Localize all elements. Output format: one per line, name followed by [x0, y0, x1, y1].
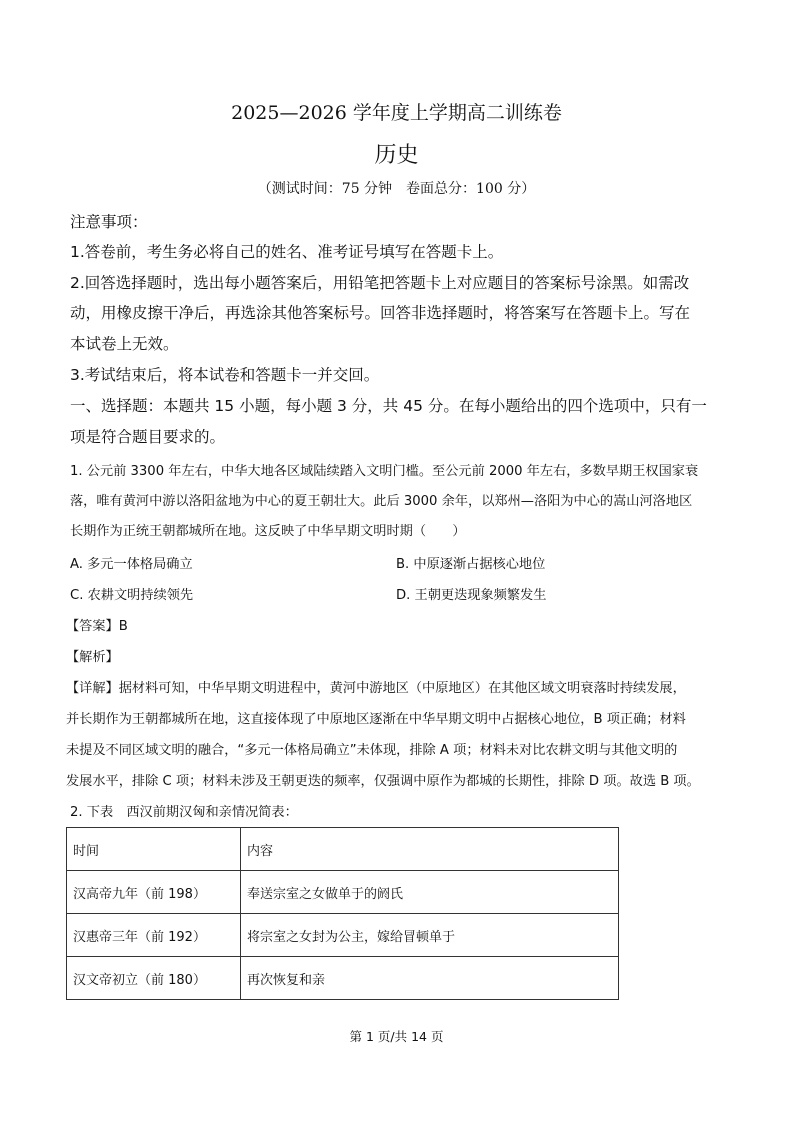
notice-item-2-line-1: 2.回答选择题时，选出每小题答案后，用铅笔把答题卡上对应题目的答案标号涂黑。如需改	[70, 274, 690, 292]
table-row	[67, 914, 619, 957]
notice-item-2-line-2: 动，用橡皮擦干净后，再选涂其他答案标号。回答非选择题时，将答案写在答题卡上。写在	[70, 304, 691, 322]
table-cell-time: 汉文帝初立（前 180）	[67, 957, 241, 1000]
q1-detail-line-3: 未提及不同区域文明的融合，“多元一体格局确立”未体现，排除 A 项；材料未对比农耕文明与其他文明的	[66, 743, 678, 758]
q2-intro: 2. 下表 西汉前期汉匈和亲情况简表：	[70, 805, 298, 820]
notice-item-3: 3.考试结束后，将本试卷和答题卡一并交回。	[70, 366, 380, 384]
section-heading-line-2: 项是符合题目要求的。	[70, 428, 226, 446]
notice-item-1: 1.答卷前，考生务必将自己的姓名、准考证号填写在答题卡上。	[70, 243, 504, 261]
table-cell-time: 汉惠帝三年（前 192）	[67, 914, 241, 957]
q1-option-a: A. 多元一体格局确立	[70, 557, 193, 572]
q1-answer: 【答案】B	[66, 619, 128, 634]
q1-stem-line-1: 1. 公元前 3300 年左右，中华大地各区域陆续踏入文明门槛。至公元前 2000 年左右，多数早期王权国家衰	[70, 464, 699, 479]
table-cell-time: 汉高帝九年（前 198）	[67, 871, 241, 914]
exam-title: 2025—2026 学年度上学期高二训练卷	[231, 102, 562, 124]
notice-heading: 注意事项：	[70, 213, 148, 231]
q1-detail-line-2: 并长期作为王朝都城所在地，这直接体现了中原地区逐渐在中华早期文明中占据核心地位，B 项正确；材料	[66, 712, 686, 727]
q1-option-b: B. 中原逐渐占据核心地位	[396, 557, 546, 572]
table-row	[67, 957, 619, 1000]
subject-title: 历史	[374, 143, 419, 168]
notice-item-2-line-3: 本试卷上无效。	[70, 335, 179, 353]
table-header-row	[67, 828, 619, 871]
table-cell-content: 将宗室之女封为公主，嫁给冒顿单于	[241, 914, 619, 957]
q1-stem-line-3: 长期作为正统王朝都城所在地。这反映了中华早期文明时期（ ）	[70, 524, 466, 539]
heqin-table	[66, 827, 619, 1000]
q1-option-c: C. 农耕文明持续领先	[70, 588, 194, 603]
exam-meta: （测试时间：75 分钟 卷面总分：100 分）	[257, 181, 536, 197]
table-cell-content: 奉送宗室之女做单于的阏氏	[241, 871, 619, 914]
section-heading-line-1: 一、选择题：本题共 15 小题，每小题 3 分，共 45 分。在每小题给出的四个选项中，只有一	[70, 397, 707, 415]
page-footer: 第 1 页/共 14 页	[349, 1029, 444, 1044]
table-cell-content: 再次恢复和亲	[241, 957, 619, 1000]
q1-detail-line-1: 【详解】据材料可知，中华早期文明进程中，黄河中游地区（中原地区）在其他区域文明衰落时持续发展，	[66, 681, 686, 696]
table-row	[67, 871, 619, 914]
q1-analysis-label: 【解析】	[66, 650, 119, 665]
table-header-time: 时间	[67, 828, 241, 871]
q1-detail-line-4: 发展水平，排除 C 项；材料未涉及王朝更迭的频率，仅强调中原作为都城的长期性，排除 D 项。故选 B 项。	[66, 774, 700, 789]
q1-stem-line-2: 落，唯有黄河中游以洛阳盆地为中心的夏王朝壮大。此后 3000 余年，以郑州—洛阳为中心的嵩山河洛地区	[70, 494, 693, 509]
q1-option-d: D. 王朝更迭现象频繁发生	[396, 588, 547, 603]
table-header-content: 内容	[241, 828, 619, 871]
